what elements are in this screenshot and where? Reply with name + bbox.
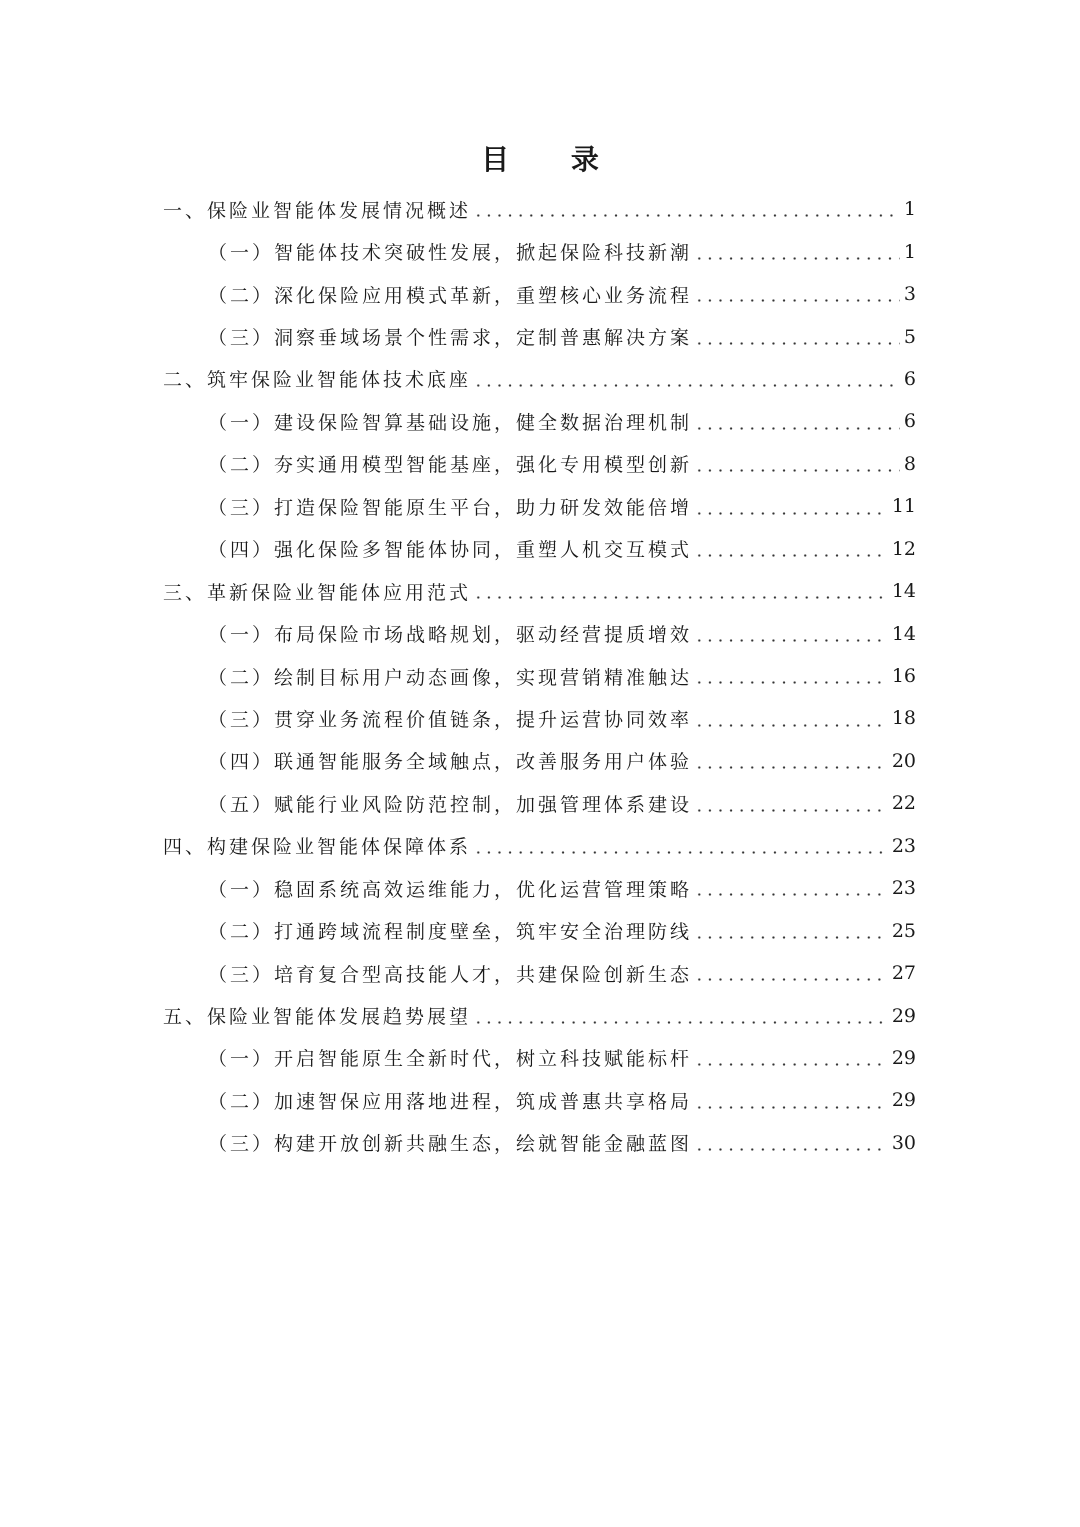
- toc-entry-title: （三）构建开放创新共融生态，绘就智能金融蓝图: [208, 1133, 693, 1156]
- toc-entry-title: （三）培育复合型高技能人才，共建保险创新生态: [208, 963, 693, 986]
- toc-entry-title: （二）深化保险应用模式革新，重塑核心业务流程: [208, 284, 693, 307]
- toc-entry-title: 一、保险业智能体发展情况概述: [163, 199, 472, 222]
- dot-leader: [694, 427, 900, 430]
- toc-chapter-entry[interactable]: [0, 825, 916, 867]
- dot-leader: [694, 554, 888, 557]
- toc-section-entry[interactable]: [0, 697, 916, 739]
- toc-section-entry[interactable]: [0, 612, 916, 654]
- toc-entry-title: （一）开启智能原生全新时代，树立科技赋能标杆: [208, 1048, 693, 1071]
- toc-section-entry[interactable]: [0, 655, 916, 697]
- toc-entry-title: （二）夯实通用模型智能基座，强化专用模型创新: [208, 454, 693, 477]
- dot-leader: [694, 978, 888, 981]
- toc-entry-title: （一）稳固系统高效运维能力，优化运营管理策略: [208, 878, 693, 901]
- dot-leader: [694, 512, 888, 515]
- toc-page-number: 1: [903, 198, 916, 221]
- dot-leader: [473, 1021, 888, 1024]
- toc-page-number: 11: [891, 495, 916, 518]
- toc-entry-title: （二）绘制目标用户动态画像，实现营销精准触达: [208, 666, 693, 689]
- toc-section-entry[interactable]: [0, 230, 916, 272]
- toc-page-number: 14: [891, 580, 916, 603]
- toc-page-number: 22: [891, 792, 916, 815]
- dot-leader: [694, 299, 900, 302]
- page-title: 目 录: [481, 143, 625, 176]
- toc-page-number: 29: [891, 1004, 916, 1027]
- toc-chapter-entry[interactable]: [0, 358, 916, 400]
- toc-page-number: 20: [891, 749, 916, 772]
- toc-page-number: 27: [891, 962, 916, 985]
- toc-entry-title: （二）打通跨域流程制度壁垒，筑牢安全治理防线: [208, 921, 693, 944]
- toc-section-entry[interactable]: [0, 867, 916, 909]
- dot-leader: [694, 936, 888, 939]
- toc-page-number: 30: [891, 1131, 916, 1154]
- toc-section-entry[interactable]: [0, 909, 916, 951]
- toc-page-number: 25: [891, 919, 916, 942]
- toc-page-number: 6: [903, 410, 916, 433]
- toc-page-number: 5: [903, 325, 916, 348]
- toc-entry-title: 五、保险业智能体发展趋势展望: [163, 1006, 472, 1029]
- toc-section-entry[interactable]: [0, 443, 916, 485]
- toc-page-number: 6: [903, 367, 916, 390]
- toc-section-entry[interactable]: [0, 528, 916, 570]
- toc-entry-title: （三）贯穿业务流程价值链条，提升运营协同效率: [208, 708, 693, 731]
- toc-entry-title: 四、构建保险业智能体保障体系: [163, 836, 472, 859]
- toc-section-entry[interactable]: [0, 273, 916, 315]
- toc-section-entry[interactable]: [0, 400, 916, 442]
- toc-page-number: 14: [891, 622, 916, 645]
- toc-entry-title: （五）赋能行业风险防范控制，加强管理体系建设: [208, 793, 693, 816]
- toc-entry-title: 三、革新保险业智能体应用范式: [163, 581, 472, 604]
- toc-entry-title: （四）强化保险多智能体协同，重塑人机交互模式: [208, 539, 693, 562]
- dot-leader: [694, 766, 888, 769]
- dot-leader: [694, 1106, 888, 1109]
- toc-page-number: 16: [891, 665, 916, 688]
- toc-chapter-entry[interactable]: [0, 570, 916, 612]
- toc-page-number: 23: [891, 834, 916, 857]
- toc-chapter-entry[interactable]: [0, 994, 916, 1036]
- dot-leader: [694, 681, 888, 684]
- toc-page-number: 3: [903, 283, 916, 306]
- toc-page-number: 23: [891, 877, 916, 900]
- toc-page-number: 29: [891, 1089, 916, 1112]
- dot-leader: [473, 214, 900, 217]
- dot-leader: [694, 893, 888, 896]
- toc-section-entry[interactable]: [0, 1037, 916, 1079]
- toc-section-entry[interactable]: [0, 952, 916, 994]
- toc-chapter-entry[interactable]: [0, 188, 916, 230]
- dot-leader: [473, 851, 888, 854]
- table-of-contents: [0, 188, 1080, 1164]
- toc-section-entry[interactable]: [0, 1079, 916, 1121]
- toc-section-entry[interactable]: [0, 782, 916, 824]
- toc-entry-title: （三）打造保险智能原生平台，助力研发效能倍增: [208, 496, 693, 519]
- toc-page-number: 29: [891, 1046, 916, 1069]
- toc-page-number: 18: [891, 707, 916, 730]
- toc-section-entry[interactable]: [0, 1122, 916, 1164]
- toc-page-number: 12: [891, 537, 916, 560]
- toc-entry-title: （三）洞察垂域场景个性需求，定制普惠解决方案: [208, 327, 693, 350]
- toc-section-entry[interactable]: [0, 485, 916, 527]
- toc-entry-title: （二）加速智保应用落地进程，筑成普惠共享格局: [208, 1090, 693, 1113]
- toc-section-entry[interactable]: [0, 315, 916, 357]
- dot-leader: [694, 809, 888, 812]
- dot-leader: [473, 596, 888, 599]
- dot-leader: [694, 342, 900, 345]
- toc-entry-title: （一）布局保险市场战略规划，驱动经营提质增效: [208, 624, 693, 647]
- dot-leader: [694, 1063, 888, 1066]
- toc-entry-title: （一）建设保险智算基础设施，健全数据治理机制: [208, 411, 693, 434]
- toc-section-entry[interactable]: [0, 740, 916, 782]
- dot-leader: [694, 639, 888, 642]
- toc-entry-title: （四）联通智能服务全域触点，改善服务用户体验: [208, 751, 693, 774]
- toc-page-number: 1: [903, 240, 916, 263]
- dot-leader: [473, 384, 900, 387]
- toc-page-number: 8: [903, 452, 916, 475]
- dot-leader: [694, 1148, 888, 1151]
- dot-leader: [694, 469, 900, 472]
- toc-entry-title: （一）智能体技术突破性发展，掀起保险科技新潮: [208, 242, 693, 265]
- toc-entry-title: 二、筑牢保险业智能体技术底座: [163, 369, 472, 392]
- dot-leader: [694, 724, 888, 727]
- dot-leader: [694, 257, 900, 260]
